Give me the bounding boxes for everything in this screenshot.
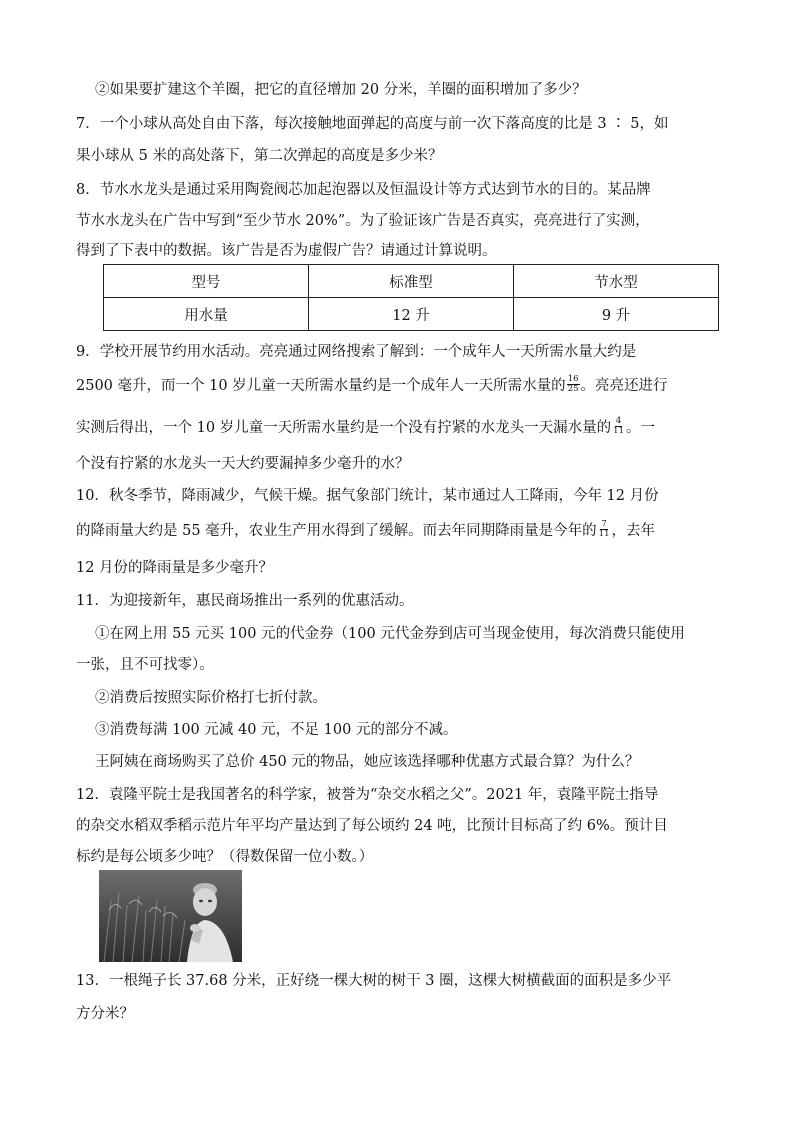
table-cell: 12 升	[309, 298, 514, 331]
fraction-denominator: 25	[567, 383, 579, 394]
table-header-cell: 标准型	[309, 265, 514, 298]
q9-text: 。一	[626, 420, 655, 436]
q11-line1: 11．为迎接新年，惠民商场推出一系列的优惠活动。	[76, 593, 414, 609]
q10-line3: 12 月份的降雨量是多少毫升？	[76, 560, 274, 576]
q10-text: ，去年	[611, 523, 655, 539]
fraction-denominator: 11	[613, 425, 624, 436]
q9-line1: 9．学校开展节约用水活动。亮亮通过网络搜索了解到：一个成年人一天所需水量大约是	[76, 344, 637, 360]
table-cell: 9 升	[514, 298, 719, 331]
table-cell: 用水量	[104, 298, 309, 331]
fraction-numerator: 7	[601, 518, 607, 529]
q10-line2	[76, 518, 726, 541]
q8-line1: 8．节水水龙头是通过采用陶瓷阀芯加起泡器以及恒温设计等方式达到节水的目的。某品牌	[76, 182, 651, 198]
photo-image	[99, 870, 242, 962]
q11-option3: ③消费每满 100 元减 40 元，不足 100 元的部分不减。	[95, 722, 458, 738]
q8-line3: 得到了下表中的数据。该广告是否为虚假广告？请通过计算说明。	[76, 243, 497, 259]
rice-field-photo	[99, 870, 242, 962]
q13-line1: 13．一根绳子长 37.68 分米，正好绕一棵大树的树干 3 圈，这棵大树横截面的面积是多少平	[76, 973, 672, 989]
q9-text: 实测后得出，一个 10 岁儿童一天所需水量约是一个没有拧紧的水龙头一天漏水量的	[76, 420, 612, 436]
q9-text: 。亮亮还进行	[580, 378, 668, 394]
q13-line2: 方分米？	[76, 1006, 134, 1022]
table-row	[104, 265, 719, 298]
fraction	[598, 520, 611, 539]
fraction	[612, 417, 625, 436]
q8-line2: 节水水龙头在广告中写到“至少节水 20%”。为了验证该广告是否真实，亮亮进行了实测，	[76, 213, 650, 229]
q12-line1: 12．袁隆平院士是我国著名的科学家，被誉为“杂交水稻之父”。2021 年，袁隆平院士指导	[76, 787, 659, 803]
q10-line1: 10．秋冬季节，降雨减少，气候干燥。据气象部门统计，某市通过人工降雨，今年 12 月份	[76, 488, 659, 504]
q7-line2: 果小球从 5 米的高处落下，第二次弹起的高度是多少米？	[76, 148, 443, 164]
q11-option1-cont: 一张，且不可找零）。	[76, 657, 214, 673]
q6-sub2: ②如果要扩建这个羊圈，把它的直径增加 20 分米，羊圈的面积增加了多少？	[95, 82, 587, 98]
q9-line2	[76, 373, 726, 396]
q9-text: 2500 毫升，而一个 10 岁儿童一天所需水量约是一个成年人一天所需水量的	[76, 378, 566, 394]
q12-line2: 的杂交水稻双季稻示范片年平均产量达到了每公顷约 24 吨，比预计目标高了约 6%。预计目	[76, 818, 668, 834]
q7-line1: 7．一个小球从高处自由下落，每次接触地面弹起的高度与前一次下落高度的比是 3 ∶ 5，如	[76, 116, 669, 132]
table-row	[104, 298, 719, 331]
q10-text: 的降雨量大约是 55 毫升，农业生产用水得到了缓解。而去年同期降雨量是今年的	[76, 523, 597, 539]
q12-line3: 标约是每公顷多少吨？（得数保留一位小数。）	[76, 849, 374, 865]
fraction	[567, 375, 580, 394]
table-header-cell: 型号	[104, 265, 309, 298]
q9-line4: 个没有拧紧的水龙头一天大约要漏掉多少毫升的水？	[76, 456, 410, 472]
q9-line3	[76, 415, 726, 438]
table-header-cell: 节水型	[514, 265, 719, 298]
water-usage-table	[103, 264, 719, 331]
q11-option1: ①在网上用 55 元买 100 元的代金券（100 元代金券到店可当现金使用，每次消费只能使用	[95, 626, 685, 642]
fraction-denominator: 11	[598, 528, 610, 539]
fraction-numerator: 4	[615, 415, 622, 426]
fraction-numerator: 16	[567, 373, 579, 384]
q11-option2: ②消费后按照实际价格打七折付款。	[95, 690, 327, 706]
q11-question: 王阿姨在商场购买了总价 450 元的物品，她应该选择哪种优惠方式最合算？为什么？	[95, 754, 640, 770]
